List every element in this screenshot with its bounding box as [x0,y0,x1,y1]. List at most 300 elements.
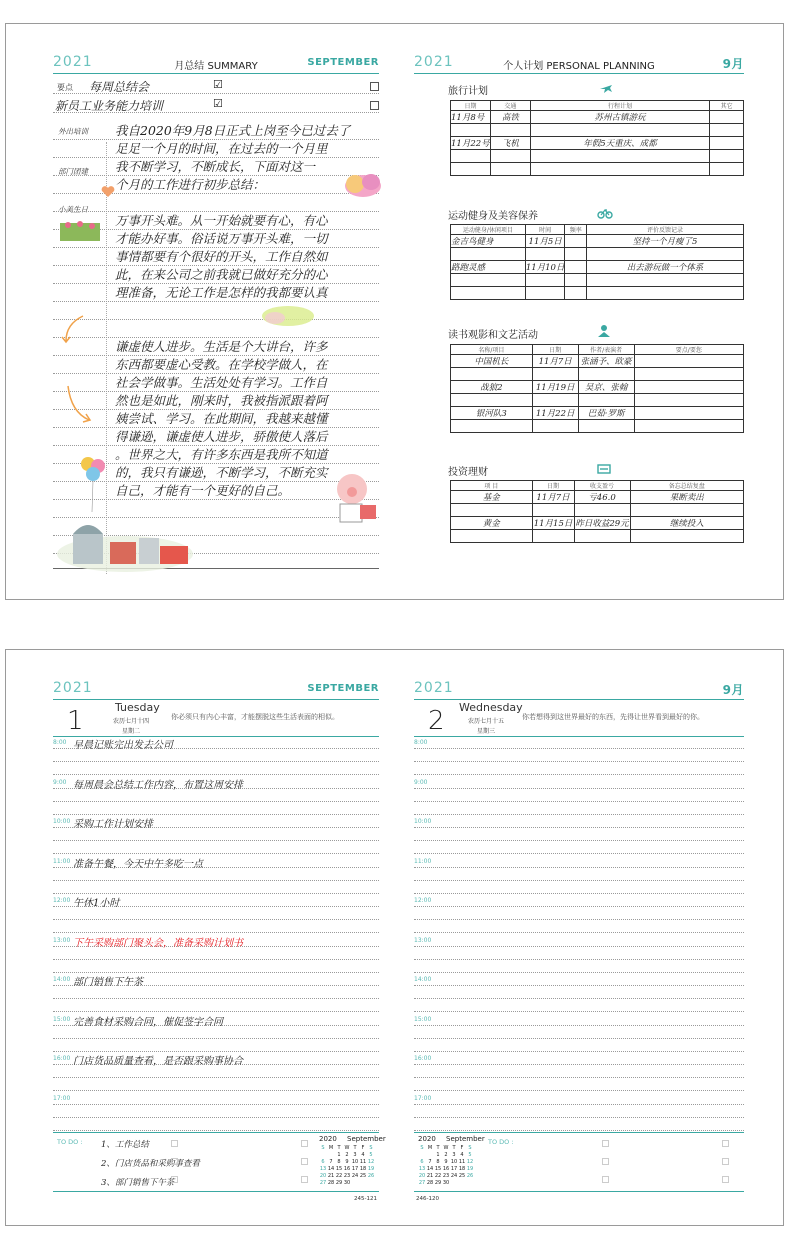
calendar-day[interactable]: 22 [335,1172,343,1179]
side-label: 小美生日 [58,205,88,214]
calendar-week [319,1158,375,1165]
calendar-weekday: T [337,1144,341,1151]
col-header: 项 目 [451,481,533,491]
todo-checkbox[interactable] [602,1176,609,1183]
mini-calendar-month: September [347,1135,386,1143]
day1-header [53,680,379,700]
ruled-line [414,1117,744,1118]
todo-checkbox[interactable] [301,1158,308,1165]
calendar-day[interactable]: 1 [436,1151,440,1158]
ruled-line [53,840,379,841]
todo-item[interactable]: 2、门店货品和采购事查看 [101,1159,200,1169]
table-header-row [451,225,744,235]
calendar-day[interactable]: 21 [426,1172,434,1179]
todo-checkbox[interactable] [171,1158,178,1165]
ruled-line [53,265,379,266]
calendar-day[interactable]: 11 [359,1158,367,1165]
schedule-note: 完善食材采购合同，催促签字合同 [73,1016,223,1028]
calendar-day[interactable]: 14 [327,1165,335,1172]
table-cell: 11月7日 [532,355,578,368]
calendar-day[interactable]: 26 [367,1172,375,1179]
table-header-row [451,481,744,491]
table-row [451,530,744,543]
schedule-note: 早晨记账完出发去公司 [73,740,173,751]
time-label: 17:00 [414,1094,432,1102]
table-row [451,235,744,248]
key-point-row [53,77,379,94]
calendar-day[interactable]: 24 [450,1172,458,1179]
calendar-day[interactable]: 27 [319,1179,327,1186]
calendar-day[interactable]: 3 [452,1151,456,1158]
calendar-day[interactable]: 2 [345,1151,349,1158]
calendar-weekday-row [319,1144,375,1151]
ruled-line [53,139,379,140]
calendar-day[interactable]: 19 [367,1165,375,1172]
key-label: 要点 [57,83,73,92]
calendar-day[interactable]: 16 [343,1165,351,1172]
table-cell: 继续投入 [630,517,743,530]
calendar-day[interactable] [450,1179,458,1186]
calendar-week [418,1158,474,1165]
ruled-line [53,445,379,446]
calendar-day[interactable]: 9 [345,1158,349,1165]
col-header: 其它 [710,101,744,111]
side-label: 外出培训 [58,127,88,136]
todo-item[interactable]: 3、部门销售下午茶 [101,1178,175,1188]
table-cell: 亏46.0 [574,491,630,504]
table-cell [634,407,743,420]
handwriting-line: 足足一个月的时间，在过去的一个月里 [115,142,328,156]
schedule-note: 每周晨会总结工作内容，布置这周安排 [73,779,243,791]
cloud-illustration [343,171,383,201]
calendar-weekday: S [468,1144,472,1151]
calendar-week [418,1151,474,1158]
todo-checkbox[interactable] [602,1158,609,1165]
table-cell [634,355,743,368]
table-cell: 高铁 [490,111,530,124]
time-label: 9:00 [53,778,67,786]
col-header: 评价反馈记录 [586,225,743,235]
airplane-icon [599,82,613,94]
calendar-day[interactable]: 2 [444,1151,448,1158]
table-cell: 飞机 [490,137,530,150]
ruled-line [53,247,379,248]
ruled-line [53,319,379,320]
col-header: 交通 [490,101,530,111]
day1-lunar-weekday: 星期二 [121,728,140,735]
handwriting-line: 谦虚使人进步。生活是个大讲台，许多 [115,340,328,354]
calendar-day[interactable] [458,1179,466,1186]
calendar-day[interactable]: 7 [428,1158,432,1165]
todo-checkbox[interactable] [722,1176,729,1183]
ruled-line [53,1104,379,1105]
table-row [451,420,744,433]
calendar-day[interactable]: 8 [337,1158,341,1165]
time-label: 12:00 [414,897,432,904]
calendar-day[interactable]: 5 [468,1151,472,1158]
planning-title: 个人计划 PERSONAL PLANNING [503,61,655,72]
todo-checkbox[interactable] [301,1176,308,1183]
day-page-1 [53,650,386,1225]
table-cell: 11月22号 [451,137,491,150]
calendar-day[interactable] [466,1179,474,1186]
ruled-line [53,919,379,920]
table-cell [565,261,586,274]
bicycle-icon [597,207,613,219]
ruled-line [53,1090,379,1091]
calendar-day[interactable] [367,1179,375,1186]
calendar-weekday: W [344,1144,350,1151]
cartoon-pig-illustration [330,469,380,527]
calendar-day[interactable]: 29 [434,1179,442,1186]
todo-checkbox[interactable] [722,1140,729,1147]
calendar-day[interactable]: 29 [335,1179,343,1186]
calendar-day[interactable]: 20 [418,1172,426,1179]
calendar-weekday-row [418,1144,474,1151]
calendar-day[interactable]: 13 [319,1165,327,1172]
day-page-2 [414,650,744,1225]
summary-year: 2021 [53,54,93,70]
calendar-day[interactable]: 17 [450,1165,458,1172]
ruled-line [53,157,379,158]
ruled-line [414,880,744,881]
handwriting-line: 得谦逊，谦虚使人进步，骄傲使人落后 [115,430,328,444]
fitness-table [450,224,744,300]
todo-checkbox[interactable] [171,1140,178,1147]
table-cell [710,137,744,150]
col-header: 作者/表演者 [578,345,634,355]
calendar-day[interactable] [418,1151,426,1158]
handwriting-line: 理准备，无论工作是怎样的我都要认真 [115,286,328,300]
time-label: 13:00 [414,936,432,944]
table-cell: 张涵予、欧豪 [578,355,634,368]
table-cell [710,111,744,124]
key-point-row [53,94,379,113]
table-cell: 昨日收益29元 [574,517,630,530]
todo-checkbox[interactable] [171,1176,178,1183]
calendar-day[interactable]: 11 [458,1158,466,1165]
col-header: 日期 [532,345,578,355]
ruled-line [53,1038,379,1039]
time-label: 12:00 [53,897,71,904]
ruled-line [53,283,379,284]
table-cell: 果断卖出 [630,491,743,504]
calendar-day[interactable]: 18 [458,1165,466,1172]
calendar-day[interactable]: 25 [458,1172,466,1179]
ruled-line [414,998,744,999]
table-cell: 11月5日 [525,235,565,248]
todo-checkbox[interactable] [722,1158,729,1165]
calendar-day[interactable]: 26 [466,1172,474,1179]
key-point-check[interactable]: ☑ [213,97,223,110]
day1-weekday: Tuesday [115,701,160,714]
ruled-line [414,1038,744,1039]
planning-page [414,24,744,599]
ruled-line [414,827,744,828]
ruled-line [414,840,744,841]
calendar-day[interactable]: 17 [351,1165,359,1172]
calendar-weekday: W [443,1144,449,1151]
time-label: 16:00 [53,1055,71,1062]
schedule-note: 部门销售下午茶 [73,977,143,988]
time-label: 14:00 [414,976,432,983]
table-header-row [451,101,744,111]
day2-year: 2021 [414,680,454,696]
ruled-line [53,373,379,374]
ruled-line [53,880,379,881]
table-row [451,517,744,530]
reading-table [450,344,744,433]
calendar-day[interactable]: 1 [337,1151,341,1158]
calendar-day[interactable]: 25 [359,1172,367,1179]
calendar-day[interactable] [319,1151,327,1158]
invest-section-title: 投资理财 [448,467,488,478]
table-row [451,394,744,407]
day1-bottom-rule [53,1191,379,1192]
calendar-day[interactable]: 4 [460,1151,464,1158]
table-cell: 11月15日 [532,517,574,530]
calendar-weekday: S [369,1144,373,1151]
ruled-line [414,919,744,920]
time-label: 17:00 [53,1094,71,1102]
handwriting-line: 自己，才能有一个更好的自己。 [115,484,291,498]
calendar-day[interactable]: 7 [329,1158,333,1165]
ruled-line [53,1077,379,1078]
calendar-day[interactable]: 5 [369,1151,373,1158]
flower-box-illustration [58,217,103,243]
ruled-line [414,893,744,894]
ruled-line [53,301,379,302]
calendar-day[interactable]: 21 [327,1172,335,1179]
ruled-line [414,906,744,907]
calendar-day[interactable]: 27 [418,1179,426,1186]
todo-item[interactable]: 1、工作总结 [101,1140,149,1150]
table-cell: 坚持一个月瘦了5 [586,235,743,248]
calendar-day[interactable]: 8 [436,1158,440,1165]
calendar-day[interactable]: 12 [466,1158,474,1165]
table-row [451,124,744,137]
day1-quote: 你必须只有内心丰富，才能摆脱这些生活表面的相似。 [171,713,339,721]
table-row [451,287,744,300]
calendar-day[interactable]: 14 [426,1165,434,1172]
calendar-week [319,1179,375,1186]
ruled-line [414,1064,744,1065]
time-label: 13:00 [53,936,71,944]
ruled-line [53,801,379,802]
schedule-note: 采购工作计划安排 [73,819,153,830]
ruled-line [53,1117,379,1118]
ruled-line [53,355,379,356]
table-row [451,381,744,394]
table-cell: 11月19日 [532,381,578,394]
table-cell: 路跑灵感 [451,261,526,274]
ruled-line [414,972,744,973]
col-header: 要点/要您 [634,345,743,355]
time-label: 14:00 [53,976,71,983]
table-row [451,248,744,261]
day1-todo-label: TO DO : [57,1138,83,1146]
key-point-text: 每周总结会 [89,80,150,94]
day1-year: 2021 [53,680,93,696]
table-row [451,504,744,517]
calendar-day[interactable]: 18 [359,1165,367,1172]
calendar-day[interactable]: 10 [450,1158,458,1165]
handwriting-line: 事情都要有个很好的开头，工作自然如 [115,250,328,264]
table-row [451,368,744,381]
key-point-checkbox[interactable] [370,101,379,110]
table-row [451,491,744,504]
ruled-line [414,1130,744,1131]
ruled-line [53,1130,379,1131]
ruled-line [414,788,744,789]
table-cell: 黄金 [451,517,533,530]
handwriting-line: 个月的工作进行初步总结： [115,178,266,192]
ruled-line [414,946,744,947]
table-cell: 金吉鸟健身 [451,235,526,248]
calendar-weekday: M [427,1144,433,1151]
ruled-line [414,814,744,815]
ruled-line [414,748,744,749]
planning-month: 9月 [722,57,744,71]
col-header: 备忘总结复盘 [630,481,743,491]
handwriting-line: 我不断学习，不断成长，下面对这一 [115,160,316,174]
col-header: 时间 [525,225,565,235]
table-cell: 中国机长 [451,355,533,368]
table-cell: 巴茹·罗斯 [578,407,634,420]
calendar-day[interactable]: 6 [420,1158,424,1165]
handwriting-line: 社会学做事。生活处处有学习。工作自 [115,376,328,390]
table-cell: 11月10日 [525,261,565,274]
table-row [451,150,744,163]
mini-calendar-month: September [446,1135,485,1143]
schedule-note: 门店货品质量查看，是否跟采购事协合 [73,1056,243,1067]
table-cell: 基金 [451,491,533,504]
calendar-day[interactable] [426,1151,434,1158]
summary-page [53,24,379,599]
table-row [451,163,744,176]
heart-icon [101,186,115,198]
day2-weekday: Wednesday [459,701,523,714]
ruled-line [53,211,379,212]
ruled-line [53,409,379,410]
ruled-line [414,853,744,854]
calendar-day[interactable]: 28 [426,1179,434,1186]
calendar-week [319,1151,375,1158]
ruled-line [414,1025,744,1026]
calendar-weekday: F [460,1144,464,1151]
calendar-week [319,1172,375,1179]
calendar-day[interactable]: 16 [442,1165,450,1172]
table-row [451,137,744,150]
summary-month: SEPTEMBER [307,57,379,68]
col-header: 日期 [451,101,491,111]
col-header: 频率 [565,225,586,235]
key-point-check[interactable]: ☑ [213,78,223,91]
ruled-line [414,1104,744,1105]
calendar-day[interactable]: 19 [466,1165,474,1172]
col-header: 收支盈亏 [574,481,630,491]
mini-calendar [319,1135,386,1186]
calendar-day[interactable]: 23 [343,1172,351,1179]
todo-checkbox[interactable] [602,1140,609,1147]
calendar-day[interactable]: 20 [319,1172,327,1179]
calendar-day[interactable]: 22 [434,1172,442,1179]
time-label: 11:00 [53,857,71,865]
calendar-day[interactable]: 9 [444,1158,448,1165]
calendar-day[interactable]: 30 [442,1179,450,1186]
calendar-day[interactable]: 24 [351,1172,359,1179]
handwriting-line: 万事开头难。从一开始就要有心，有心 [115,214,328,228]
calendar-day[interactable]: 23 [442,1172,450,1179]
schedule-note: 准备午餐，今天中午多吃一点 [73,858,203,870]
handwriting-line: 东西都要虚心受教。在学校学做人，在 [115,358,328,372]
time-label: 8:00 [53,739,67,746]
ruled-line [53,337,379,338]
side-label: 部门团建 [58,167,88,176]
travel-table [450,100,744,176]
time-label: 15:00 [53,1015,71,1023]
key-point-text: 新员工业务能力培训 [55,99,164,113]
calendar-week [418,1172,474,1179]
table-cell: 年假5天重庆、成都 [530,137,709,150]
calendar-day[interactable]: 3 [353,1151,357,1158]
balloons-illustration [78,454,108,514]
calendar-day[interactable]: 28 [327,1179,335,1186]
table-cell: 11月7日 [532,491,574,504]
ruled-line [53,391,379,392]
calendar-day[interactable] [351,1179,359,1186]
calendar-day[interactable]: 30 [343,1179,351,1186]
ruled-line [53,761,379,762]
day1-lunar-date: 农历七月十四 [112,718,149,725]
calendar-day[interactable]: 15 [434,1165,442,1172]
mini-calendar [418,1135,485,1186]
calendar-weekday: F [361,1144,365,1151]
ruled-line [414,959,744,960]
schedule-note: 午休1小时 [73,898,120,909]
reader-icon [597,324,611,338]
calendar-day[interactable] [327,1151,335,1158]
travel-section-title: 旅行计划 [448,86,488,97]
calendar-day[interactable]: 10 [351,1158,359,1165]
time-label: 11:00 [414,857,432,865]
calendar-day[interactable]: 13 [418,1165,426,1172]
calendar-weekday: S [420,1144,424,1151]
page-counter: 246-120 [416,1196,439,1202]
calendar-weekday: T [452,1144,456,1151]
calendar-day[interactable]: 6 [321,1158,325,1165]
calendar-day[interactable]: 15 [335,1165,343,1172]
ruled-line [53,427,379,428]
key-point-checkbox[interactable] [370,82,379,91]
calendar-day[interactable]: 12 [367,1158,375,1165]
day2-header [414,680,744,700]
calendar-day[interactable] [359,1179,367,1186]
ruled-line [414,801,744,802]
handwriting-line: 然也是如此，刚来时，我被指派跟着阿 [115,394,328,408]
arrow-icon [63,384,93,424]
summary-title: 月总结 SUMMARY [174,61,258,72]
day2-todo-rule [414,1132,744,1133]
table-cell: 11月8号 [451,111,491,124]
table-cell: 银河队3 [451,407,533,420]
calendar-weekday: T [353,1144,357,1151]
todo-checkbox[interactable] [301,1140,308,1147]
money-icon [597,463,611,475]
calendar-day[interactable]: 4 [361,1151,365,1158]
summary-header [53,54,379,74]
handwriting-line: 才能办好事。俗话说万事开头难，一切 [115,232,328,246]
